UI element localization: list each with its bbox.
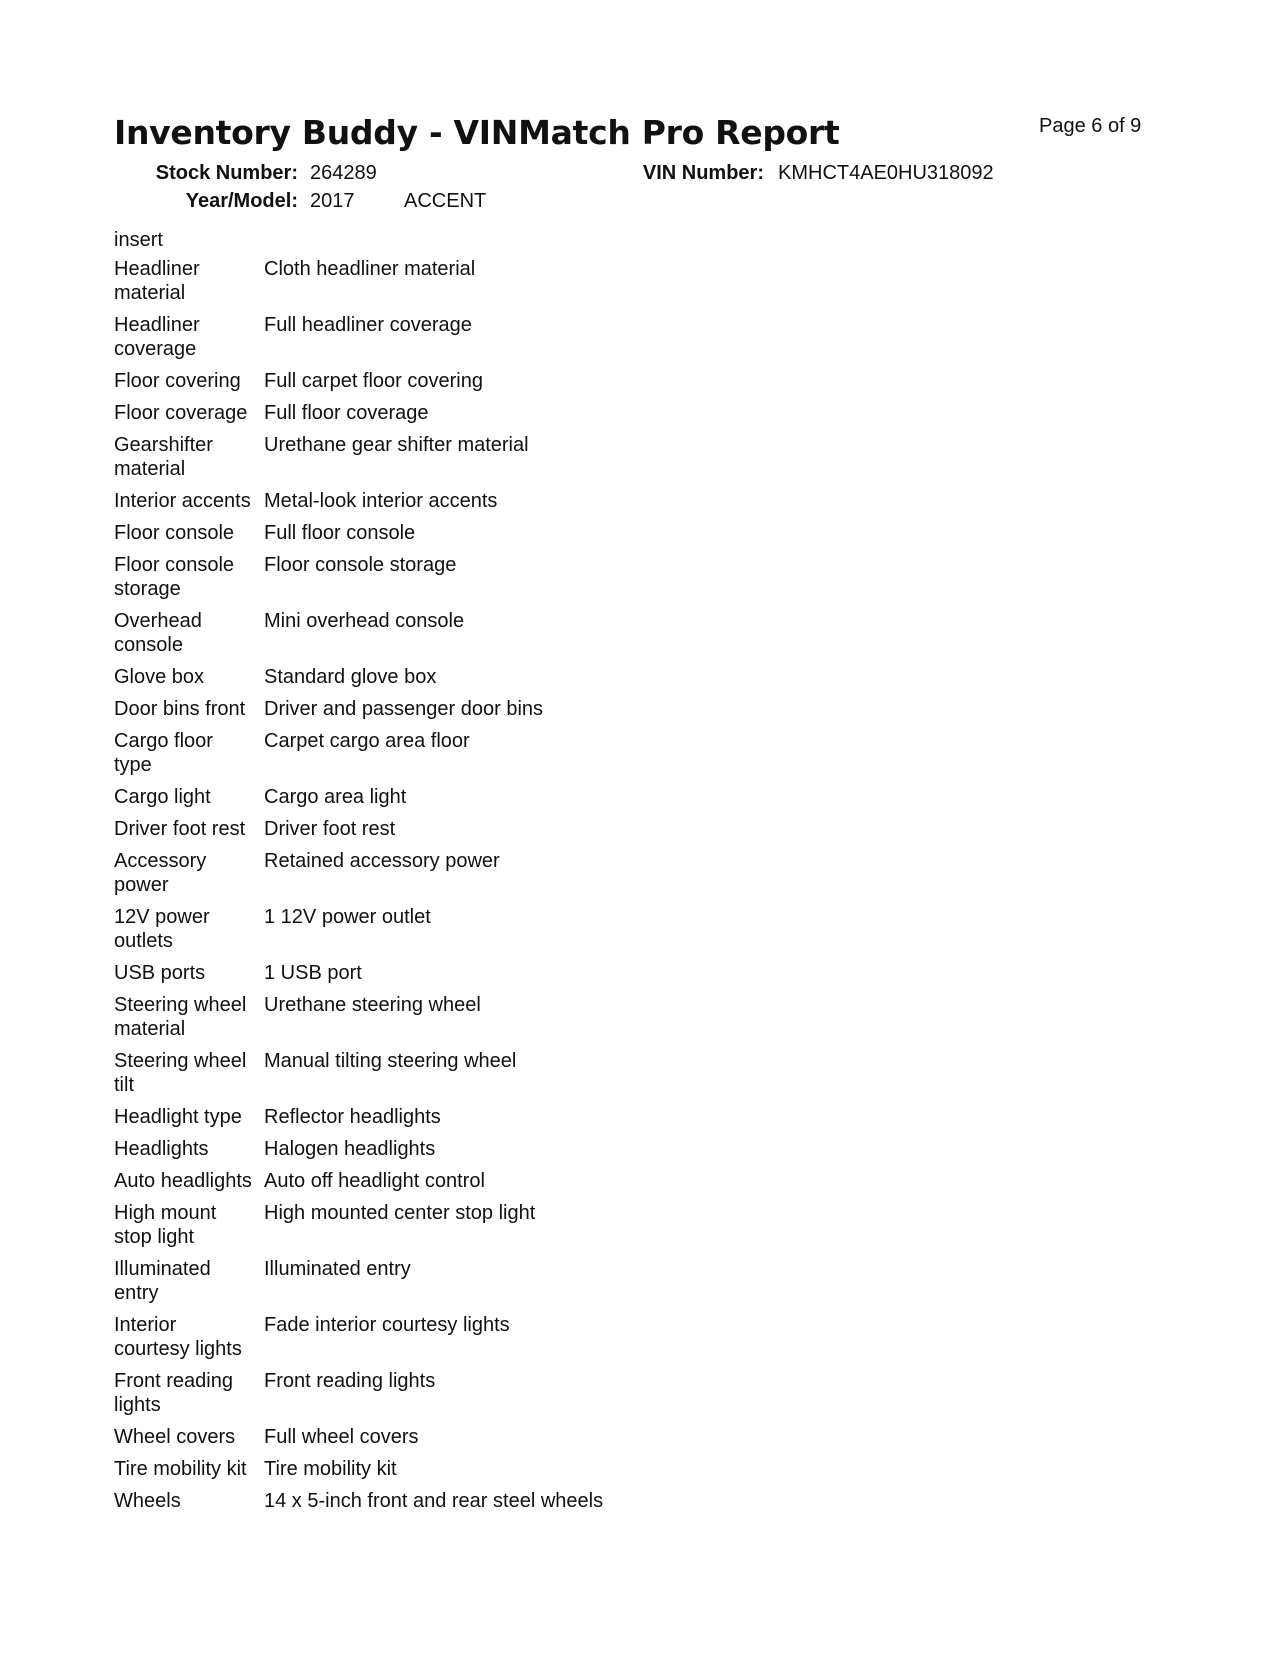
feature-row [114,1169,674,1193]
feature-row [114,609,674,657]
feature-value: Standard glove box [264,666,437,688]
feature-value: Cargo area light [264,786,407,808]
feature-label: Tire mobility kit [114,1458,247,1480]
feature-row [114,401,674,425]
feature-value: Urethane steering wheel [264,994,481,1016]
feature-row [114,1049,674,1097]
feature-value: Metal-look interior accents [264,490,498,512]
feature-value: Manual tilting steering wheel [264,1050,517,1072]
feature-row [114,369,674,393]
feature-label: Headlights [114,1138,209,1160]
feature-label: Wheels [114,1490,181,1512]
feature-row [114,1313,674,1361]
feature-label: Floor covering [114,370,241,392]
feature-value: Full carpet floor covering [264,370,483,392]
feature-list [114,228,674,1521]
feature-row [114,489,674,513]
feature-row [114,729,674,777]
feature-row [114,313,674,361]
feature-value: Full wheel covers [264,1426,419,1448]
feature-label: Headliner material [114,258,200,304]
feature-value: Reflector headlights [264,1106,441,1128]
feature-row [114,553,674,601]
feature-row [114,1257,674,1305]
feature-label: Door bins front [114,698,246,720]
feature-label: Accessory power [114,850,207,896]
feature-row [114,785,674,809]
feature-row [114,1489,674,1513]
feature-value: Full headliner coverage [264,314,472,336]
feature-row [114,993,674,1041]
stock-number-value: 264289 [310,162,377,184]
feature-label: USB ports [114,962,206,984]
feature-value: Front reading lights [264,1370,436,1392]
feature-label: Gearshifter material [114,434,213,480]
feature-label: Cargo light [114,786,211,808]
feature-row [114,905,674,953]
feature-row [114,521,674,545]
page-number: Page 6 of 9 [1039,115,1142,137]
feature-label: Cargo floor type [114,730,213,776]
feature-row [114,697,674,721]
feature-row [114,1457,674,1481]
feature-value: Auto off headlight control [264,1170,485,1192]
feature-value: Retained accessory power [264,850,500,872]
feature-value: 1 USB port [264,962,362,984]
feature-label: Illuminated entry [114,1258,211,1304]
feature-label: Front reading lights [114,1370,233,1416]
model-value: ACCENT [404,190,487,212]
feature-label: Floor console storage [114,554,235,600]
feature-label: Interior courtesy lights [114,1314,242,1360]
report-title: Inventory Buddy - VINMatch Pro Report [114,113,840,152]
feature-row [114,665,674,689]
feature-row [114,817,674,841]
feature-value: Full floor console [264,522,416,544]
feature-row [114,1137,674,1161]
feature-value: 1 12V power outlet [264,906,431,928]
feature-value: Cloth headliner material [264,258,476,280]
vin-number-label: VIN Number: [642,162,764,184]
year-value: 2017 [310,190,355,212]
feature-row [114,1201,674,1249]
feature-label: Driver foot rest [114,818,246,840]
feature-value: Halogen headlights [264,1138,436,1160]
feature-row [114,433,674,481]
feature-label: Headlight type [114,1106,242,1128]
feature-label: Auto headlights [114,1170,252,1192]
feature-value: Illuminated entry [264,1258,411,1280]
feature-row [114,257,674,305]
year-model-label: Year/Model: [185,190,298,212]
feature-row [114,961,674,985]
feature-label: Floor coverage [114,402,248,424]
feature-label: Glove box [114,666,205,688]
feature-label: Floor console [114,522,235,544]
continuation-text: insert [114,229,163,251]
feature-rows [114,257,674,1513]
feature-label: High mount stop light [114,1202,217,1248]
feature-row [114,1425,674,1449]
feature-value: Carpet cargo area floor [264,730,470,752]
feature-label: Steering wheel material [114,994,247,1040]
feature-value: Tire mobility kit [264,1458,397,1480]
feature-value: High mounted center stop light [264,1202,536,1224]
feature-row [114,849,674,897]
feature-value: Urethane gear shifter material [264,434,529,456]
feature-label: Interior accents [114,490,251,512]
feature-value: Floor console storage [264,554,457,576]
feature-value: Driver and passenger door bins [264,698,544,720]
feature-value: Fade interior courtesy lights [264,1314,510,1336]
feature-row [114,1105,674,1129]
stock-number-label: Stock Number: [155,162,298,184]
continuation-row [114,228,674,252]
feature-value: Driver foot rest [264,818,396,840]
feature-label: Overhead console [114,610,202,656]
feature-value: Full floor coverage [264,402,429,424]
vin-number-value: KMHCT4AE0HU318092 [778,162,994,184]
feature-label: 12V power outlets [114,906,210,952]
feature-label: Wheel covers [114,1426,236,1448]
feature-label: Headliner coverage [114,314,200,360]
feature-value: 14 x 5-inch front and rear steel wheels [264,1490,604,1512]
feature-row [114,1369,674,1417]
feature-value: Mini overhead console [264,610,465,632]
feature-label: Steering wheel tilt [114,1050,247,1096]
